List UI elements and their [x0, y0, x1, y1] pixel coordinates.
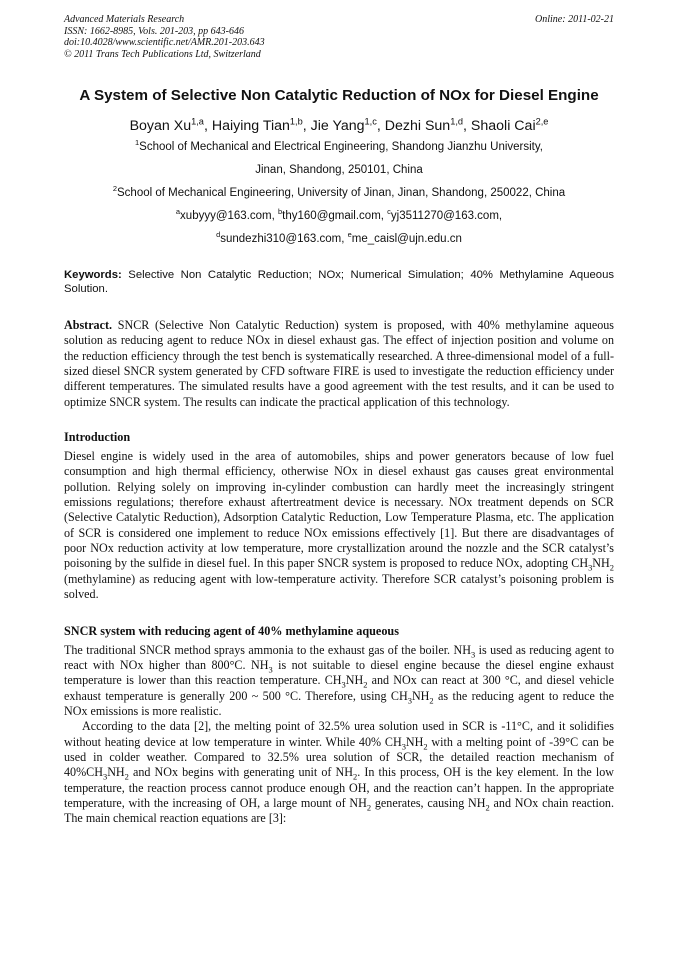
subscript: 3	[102, 771, 108, 782]
author-list: Boyan Xu$^{1,a}$, Haiying Tian$^{1,b}$, Jie Yang$^{1,c}$, Dezhi Sun$^{1,d}$, Shaoli Cai$^{2,e}$	[129, 116, 549, 134]
text-run: The traditional SNCR method sprays ammonia to the exhaust gas of the boiler. NH	[64, 642, 471, 657]
author-name: Shaoli Cai	[470, 118, 536, 134]
subscript: 2	[423, 740, 428, 751]
subscript: 2	[352, 771, 358, 782]
subscript: 2	[485, 802, 490, 813]
subscript: 2	[124, 771, 129, 782]
author-name: Dezhi Sun	[384, 118, 451, 134]
affiliation-2	[64, 182, 614, 205]
affiliation-text: School of Mechanical Engineering, University of Jinan, Jinan, Shandong, 250022, China	[117, 187, 566, 199]
text-run: NH	[405, 734, 424, 749]
text-run: is used as reducing agent to react with NOx higher than 800°C. NH	[64, 642, 615, 672]
email-mark: b	[278, 207, 283, 217]
text-run: NH	[592, 556, 610, 571]
email-mark: e	[347, 230, 352, 240]
author-name: Boyan Xu	[129, 118, 192, 134]
journal-name: Advanced Materials Research	[64, 14, 185, 25]
author-name: Jie Yang	[310, 118, 365, 134]
sncr-paragraph-2	[64, 719, 614, 826]
subscript: 3	[401, 740, 406, 751]
text-run: According to the data [2], the melting point of 32.5% urea solution used in SCR is -11°C, and it solidifies without heating device at low temperature in winter. While 40% CH	[64, 719, 614, 749]
email-line-1	[64, 205, 614, 228]
text-run: . In this process, OH is the key element. In the low temperature, the reaction process cannot produce enough OH, and the reaction can’t happen. In the appropriate temperature, with the increasing of OH, a large mount of NH	[64, 765, 614, 810]
text-run: generates, causing NH	[371, 795, 486, 810]
text-run: NH	[107, 765, 125, 780]
keywords	[64, 268, 614, 296]
text-run: with a melting point of -39°C can be used in colder weather. Compared to 32.5% urea solution of SCR, the detailed reaction mechanism of 40%CH	[64, 734, 614, 780]
email-mark: a	[175, 207, 181, 217]
subscript: 3	[588, 562, 593, 573]
journal-copyright: © 2011 Trans Tech Publications Ltd, Switzerland	[64, 48, 261, 60]
text-run: is not suitable to diesel engine because the diesel engine exhaust temperature is lower than this reaction temperature. CH	[64, 657, 614, 688]
subscript: 2	[429, 694, 434, 705]
introduction-paragraph	[64, 449, 614, 602]
subscript: 3	[407, 694, 412, 705]
affiliation-mark: 2	[112, 184, 117, 194]
paper-title: A System of Selective Non Catalytic Reduction of NOx for Diesel Engine	[79, 87, 599, 104]
text-run: and NOx chain reaction. The main chemical reaction equations are [3]:	[64, 795, 615, 826]
keywords-label: Keywords:	[64, 269, 122, 281]
email: xubyyy@163.com,	[180, 210, 279, 222]
author-affiliation-mark: 1,a	[191, 116, 204, 127]
abstract-label: Abstract.	[64, 318, 113, 332]
subscript: 2	[366, 802, 372, 813]
email-mark: c	[387, 207, 391, 217]
subscript: 2	[363, 679, 368, 690]
online-date: Online: 2011-02-21	[535, 14, 614, 25]
affiliation-mark: 1	[135, 138, 140, 148]
text-run: and NOx can react at 300 °C, and diesel vehicle exhaust temperature is generally 200 ~ 500 °C. Therefore, using CH	[64, 673, 614, 703]
abstract-text: SNCR (Selective Non Catalytic Reduction) system is proposed, with 40% methylamine aqueous solution as reducing agent to reduce NOx in diesel exhaust gas. The effect of injection position and volume on the reduction efficiency through the test bench is systematically researched. A three-dimensional model of a full-sized diesel SNCR system generated by CFD software FIRE is used to investigate the reduction efficiency under different temperatures. The simulated results have a good agreement with the test results, and it can be used to optimize SNCR system. The results can indicate the practical application of this technology.	[64, 318, 614, 409]
section-heading-introduction: Introduction	[64, 430, 131, 445]
email: sundezhi310@163.com,	[220, 233, 348, 245]
affiliations	[64, 136, 614, 251]
text-run: NH	[345, 673, 364, 688]
author-name: Haiying Tian	[211, 118, 290, 134]
email-line-2	[64, 228, 614, 251]
journal-doi: doi:10.4028/www.scientific.net/AMR.201-203.643	[64, 37, 265, 48]
author-affiliation-mark: 1,c	[364, 116, 377, 127]
journal-issn: ISSN: 1662-8985, Vols. 201-203, pp 643-646	[64, 25, 244, 37]
email-mark: d	[216, 230, 221, 240]
subscript: 2	[609, 562, 614, 573]
text-run: NH	[411, 688, 430, 703]
subscript: 3	[470, 648, 476, 659]
keywords-text: Selective Non Catalytic Reduction; NOx; Numerical Simulation; 40% Methylamine Aqueous Solution.	[64, 269, 614, 295]
affiliation-1	[64, 136, 614, 159]
text-run: and NOx begins with generating unit of NH	[128, 765, 353, 780]
section-heading-sncr: SNCR system with reducing agent of 40% methylamine aqueous	[64, 623, 399, 638]
author-affiliation-mark: 1,b	[289, 116, 303, 127]
text-run: Diesel engine is widely used in the area of automobiles, ships and power generators because of low fuel consumption and high thermal efficiency, otherwise NOx in diesel exhaust gas causes great environmental pollution. Relying solely on improving in-cylinder combustion can hardly meet the increasingly stringent emissions regulations; therefore exhaust aftertreatment device is necessary. NOx treatment depends on SCR (Selective Catalytic Reduction), Adsorption Catalytic Reduction, Low Temperature Plasma, etc. The application of SCR is considered one implement to reduce NOx emissions effectively [1]. But there are disadvantages of poor NOx reduction activity at low temperature, more crystallization around the nozzle and the SCR catalyst’s poisoning by the sulfide in diesel fuel. In this paper SNCR system is proposed to reduce NOx, adopting CH	[64, 449, 614, 571]
subscript: 3	[268, 664, 273, 675]
text-run: (methylamine) as reducing agent with low-temperature activity. Therefore SCR catalyst’s poisoning problem is solved.	[64, 571, 614, 602]
text-run: as the reducing agent to reduce the NOx emissions is more realistic.	[64, 688, 614, 718]
email: thy160@gmail.com,	[282, 210, 388, 222]
subscript: 3	[341, 679, 346, 690]
author-affiliation-mark: 2,e	[535, 116, 549, 127]
journal-header	[64, 14, 614, 60]
sncr-paragraph-1	[64, 643, 614, 720]
affiliation-1-city: Jinan, Shandong, 250101, China	[255, 164, 423, 176]
affiliation-text: School of Mechanical and Electrical Engineering, Shandong Jianzhu University,	[139, 141, 543, 153]
abstract	[64, 318, 614, 410]
email: me_caisl@ujn.edu.cn	[351, 233, 462, 245]
email: yj3511270@163.com,	[390, 210, 503, 222]
author-affiliation-mark: 1,d	[450, 116, 464, 127]
